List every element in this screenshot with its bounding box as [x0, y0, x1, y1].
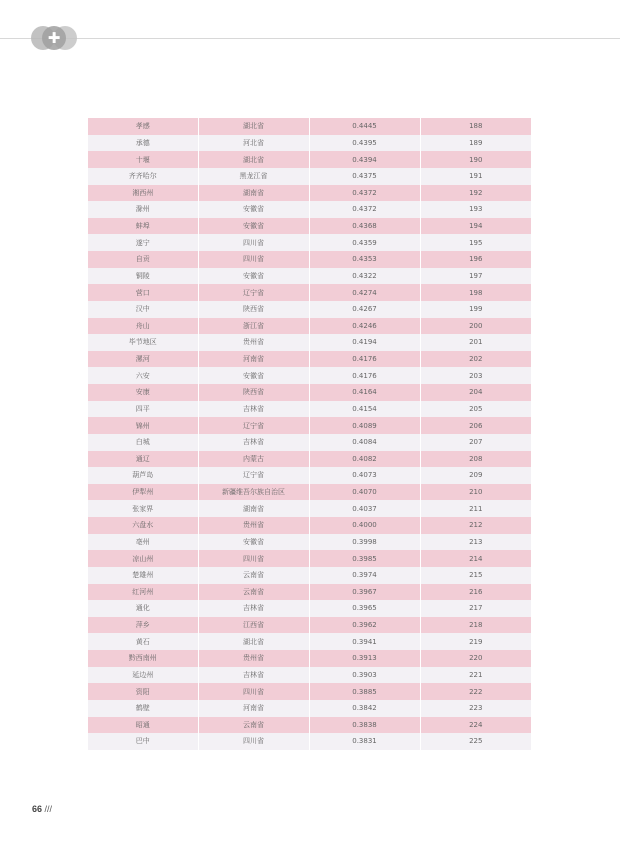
city-cell: 安康 — [88, 384, 198, 401]
city-cell: 蚌埠 — [88, 218, 198, 235]
city-cell: 六安 — [88, 367, 198, 384]
rank-cell: 224 — [420, 717, 531, 734]
city-cell: 十堰 — [88, 151, 198, 168]
score-cell: 0.3903 — [309, 667, 420, 684]
province-cell: 河南省 — [198, 351, 309, 368]
rank-cell: 211 — [420, 500, 531, 517]
score-cell: 0.3885 — [309, 683, 420, 700]
province-cell: 陕西省 — [198, 301, 309, 318]
table-row — [88, 517, 531, 534]
table-row — [88, 733, 531, 750]
province-cell: 贵州省 — [198, 650, 309, 667]
province-cell: 贵州省 — [198, 517, 309, 534]
rank-cell: 213 — [420, 534, 531, 551]
city-cell: 遂宁 — [88, 234, 198, 251]
rank-cell: 192 — [420, 185, 531, 202]
city-cell: 萍乡 — [88, 617, 198, 634]
table-row — [88, 584, 531, 601]
score-cell: 0.4375 — [309, 168, 420, 185]
province-cell: 湖北省 — [198, 151, 309, 168]
rank-cell: 189 — [420, 135, 531, 152]
table-row — [88, 633, 531, 650]
table-row — [88, 351, 531, 368]
table-body — [88, 118, 531, 750]
city-cell: 漯河 — [88, 351, 198, 368]
rank-cell: 222 — [420, 683, 531, 700]
province-cell: 四川省 — [198, 733, 309, 750]
table-row — [88, 451, 531, 468]
page-number: 66 — [32, 804, 43, 814]
province-cell: 云南省 — [198, 567, 309, 584]
province-cell: 内蒙古 — [198, 451, 309, 468]
city-cell: 通化 — [88, 600, 198, 617]
table-row — [88, 534, 531, 551]
table-row — [88, 667, 531, 684]
province-cell: 陕西省 — [198, 384, 309, 401]
table-row — [88, 284, 531, 301]
ranking-table — [88, 118, 531, 750]
province-cell: 辽宁省 — [198, 467, 309, 484]
score-cell: 0.3965 — [309, 600, 420, 617]
province-cell: 吉林省 — [198, 434, 309, 451]
plus-icon: ✚ — [47, 28, 61, 47]
city-cell: 锦州 — [88, 417, 198, 434]
score-cell: 0.4353 — [309, 251, 420, 268]
city-cell: 湘西州 — [88, 185, 198, 202]
rank-cell: 199 — [420, 301, 531, 318]
province-cell: 浙江省 — [198, 318, 309, 335]
table-row — [88, 135, 531, 152]
table-row — [88, 500, 531, 517]
table-row — [88, 268, 531, 285]
city-cell: 六盘水 — [88, 517, 198, 534]
table-row — [88, 401, 531, 418]
score-cell: 0.4037 — [309, 500, 420, 517]
table-row — [88, 185, 531, 202]
rank-cell: 218 — [420, 617, 531, 634]
city-cell: 楚雄州 — [88, 567, 198, 584]
table-row — [88, 550, 531, 567]
score-cell: 0.3974 — [309, 567, 420, 584]
province-cell: 安徽省 — [198, 367, 309, 384]
score-cell: 0.4359 — [309, 234, 420, 251]
table-row — [88, 118, 531, 135]
score-cell: 0.4000 — [309, 517, 420, 534]
table-row — [88, 434, 531, 451]
table-row — [88, 168, 531, 185]
rank-cell: 212 — [420, 517, 531, 534]
score-cell: 0.3985 — [309, 550, 420, 567]
rank-cell: 214 — [420, 550, 531, 567]
table-row — [88, 201, 531, 218]
table-row — [88, 600, 531, 617]
province-cell: 安徽省 — [198, 268, 309, 285]
rank-cell: 188 — [420, 118, 531, 135]
score-cell: 0.4084 — [309, 434, 420, 451]
city-cell: 红河州 — [88, 584, 198, 601]
province-cell: 四川省 — [198, 251, 309, 268]
table-row — [88, 650, 531, 667]
score-cell: 0.4154 — [309, 401, 420, 418]
table-row — [88, 700, 531, 717]
rank-cell: 204 — [420, 384, 531, 401]
city-cell: 滁州 — [88, 201, 198, 218]
score-cell: 0.4194 — [309, 334, 420, 351]
table-row — [88, 683, 531, 700]
table-row — [88, 234, 531, 251]
table-row — [88, 567, 531, 584]
province-cell: 河北省 — [198, 135, 309, 152]
score-cell: 0.4372 — [309, 201, 420, 218]
rank-cell: 216 — [420, 584, 531, 601]
province-cell: 贵州省 — [198, 334, 309, 351]
score-cell: 0.4368 — [309, 218, 420, 235]
table-row — [88, 334, 531, 351]
province-cell: 安徽省 — [198, 218, 309, 235]
page-footer — [32, 804, 52, 814]
city-cell: 自贡 — [88, 251, 198, 268]
province-cell: 吉林省 — [198, 667, 309, 684]
score-cell: 0.4089 — [309, 417, 420, 434]
table-row — [88, 367, 531, 384]
table-row — [88, 467, 531, 484]
province-cell: 湖北省 — [198, 633, 309, 650]
province-cell: 湖南省 — [198, 185, 309, 202]
score-cell: 0.3962 — [309, 617, 420, 634]
rank-cell: 194 — [420, 218, 531, 235]
table-row — [88, 151, 531, 168]
rank-cell: 195 — [420, 234, 531, 251]
rank-cell: 200 — [420, 318, 531, 335]
score-cell: 0.4082 — [309, 451, 420, 468]
rank-cell: 191 — [420, 168, 531, 185]
score-cell: 0.3838 — [309, 717, 420, 734]
city-cell: 铜陵 — [88, 268, 198, 285]
score-cell: 0.4176 — [309, 351, 420, 368]
table-row — [88, 218, 531, 235]
rank-cell: 217 — [420, 600, 531, 617]
table-row — [88, 417, 531, 434]
rank-cell: 219 — [420, 633, 531, 650]
rank-cell: 198 — [420, 284, 531, 301]
score-cell: 0.4267 — [309, 301, 420, 318]
province-cell: 吉林省 — [198, 401, 309, 418]
city-cell: 张家界 — [88, 500, 198, 517]
page-marker: /// — [44, 804, 53, 814]
city-cell: 齐齐哈尔 — [88, 168, 198, 185]
score-cell: 0.3941 — [309, 633, 420, 650]
city-cell: 黔西南州 — [88, 650, 198, 667]
rank-cell: 225 — [420, 733, 531, 750]
table-row — [88, 318, 531, 335]
score-cell: 0.4395 — [309, 135, 420, 152]
rank-cell: 208 — [420, 451, 531, 468]
rank-cell: 223 — [420, 700, 531, 717]
city-cell: 孝感 — [88, 118, 198, 135]
province-cell: 安徽省 — [198, 534, 309, 551]
rank-cell: 215 — [420, 567, 531, 584]
table-row — [88, 384, 531, 401]
score-cell: 0.4070 — [309, 484, 420, 501]
score-cell: 0.3913 — [309, 650, 420, 667]
province-cell: 四川省 — [198, 234, 309, 251]
city-cell: 黄石 — [88, 633, 198, 650]
rank-cell: 190 — [420, 151, 531, 168]
city-cell: 资阳 — [88, 683, 198, 700]
city-cell: 汉中 — [88, 301, 198, 318]
table-row — [88, 484, 531, 501]
city-cell: 延边州 — [88, 667, 198, 684]
province-cell: 湖南省 — [198, 500, 309, 517]
rank-cell: 196 — [420, 251, 531, 268]
score-cell: 0.4073 — [309, 467, 420, 484]
rank-cell: 201 — [420, 334, 531, 351]
score-cell: 0.4322 — [309, 268, 420, 285]
city-cell: 昭通 — [88, 717, 198, 734]
table-row — [88, 617, 531, 634]
score-cell: 0.4164 — [309, 384, 420, 401]
city-cell: 四平 — [88, 401, 198, 418]
city-cell: 凉山州 — [88, 550, 198, 567]
table-row — [88, 301, 531, 318]
rank-cell: 209 — [420, 467, 531, 484]
logo — [31, 26, 77, 50]
header-rule — [0, 38, 620, 39]
province-cell: 黑龙江省 — [198, 168, 309, 185]
province-cell: 吉林省 — [198, 600, 309, 617]
province-cell: 新疆维吾尔族自治区 — [198, 484, 309, 501]
rank-cell: 203 — [420, 367, 531, 384]
city-cell: 白城 — [88, 434, 198, 451]
rank-cell: 220 — [420, 650, 531, 667]
rank-cell: 207 — [420, 434, 531, 451]
city-cell: 营口 — [88, 284, 198, 301]
score-cell: 0.3842 — [309, 700, 420, 717]
table-row — [88, 251, 531, 268]
city-cell: 鹤壁 — [88, 700, 198, 717]
province-cell: 辽宁省 — [198, 284, 309, 301]
city-cell: 毕节地区 — [88, 334, 198, 351]
province-cell: 湖北省 — [198, 118, 309, 135]
score-cell: 0.4176 — [309, 367, 420, 384]
score-cell: 0.4372 — [309, 185, 420, 202]
rank-cell: 210 — [420, 484, 531, 501]
province-cell: 云南省 — [198, 717, 309, 734]
rank-cell: 202 — [420, 351, 531, 368]
city-cell: 亳州 — [88, 534, 198, 551]
score-cell: 0.4394 — [309, 151, 420, 168]
city-cell: 通辽 — [88, 451, 198, 468]
score-cell: 0.3967 — [309, 584, 420, 601]
table-row — [88, 717, 531, 734]
province-cell: 云南省 — [198, 584, 309, 601]
city-cell: 巴中 — [88, 733, 198, 750]
city-cell: 葫芦岛 — [88, 467, 198, 484]
province-cell: 四川省 — [198, 550, 309, 567]
score-cell: 0.4274 — [309, 284, 420, 301]
province-cell: 河南省 — [198, 700, 309, 717]
rank-cell: 193 — [420, 201, 531, 218]
score-cell: 0.3831 — [309, 733, 420, 750]
score-cell: 0.3998 — [309, 534, 420, 551]
score-cell: 0.4445 — [309, 118, 420, 135]
city-cell: 承德 — [88, 135, 198, 152]
rank-cell: 205 — [420, 401, 531, 418]
rank-cell: 221 — [420, 667, 531, 684]
city-cell: 伊犁州 — [88, 484, 198, 501]
province-cell: 安徽省 — [198, 201, 309, 218]
score-cell: 0.4246 — [309, 318, 420, 335]
rank-cell: 197 — [420, 268, 531, 285]
province-cell: 辽宁省 — [198, 417, 309, 434]
province-cell: 江西省 — [198, 617, 309, 634]
rank-cell: 206 — [420, 417, 531, 434]
province-cell: 四川省 — [198, 683, 309, 700]
city-cell: 舟山 — [88, 318, 198, 335]
